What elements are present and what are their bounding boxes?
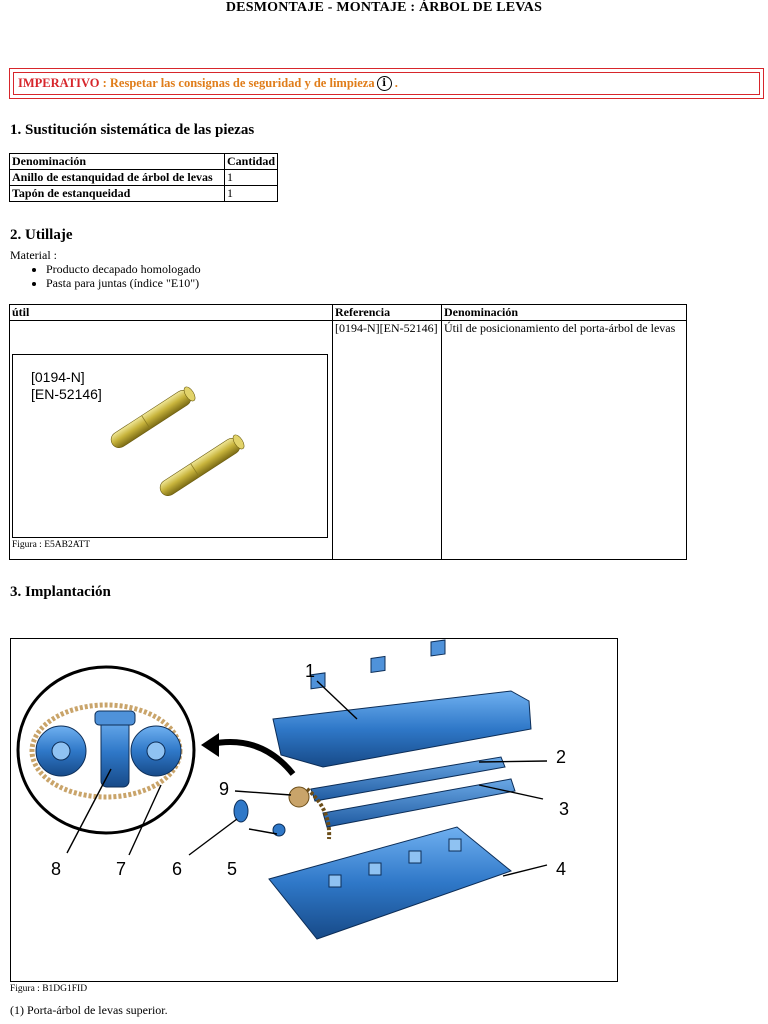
callout-5: 5 <box>227 859 238 879</box>
list-item: • Producto decapado homologado <box>46 262 201 276</box>
callout-7: 7 <box>116 859 127 879</box>
tool-figure <box>12 354 328 538</box>
material-list <box>30 262 201 290</box>
pin-2 <box>157 433 246 499</box>
pin-1 <box>108 385 197 451</box>
imperative-tail: . <box>391 76 398 90</box>
header-cell: Cantidad <box>225 154 278 170</box>
table-header-row <box>10 154 278 170</box>
imperative-notice <box>9 68 764 99</box>
imperative-inner <box>13 72 760 95</box>
section-heading-tools: 2. Utillaje <box>10 227 73 243</box>
implantation-figure <box>10 638 618 982</box>
section-heading-parts: 1. Sustitución sistemática de las piezas <box>10 122 255 138</box>
callout-2: 2 <box>556 747 567 767</box>
callout-1: 1 <box>305 661 316 681</box>
imperative-label: IMPERATIVO <box>18 76 100 90</box>
camshaft-exploded-view <box>11 639 617 981</box>
table-cell: 1 <box>225 186 278 202</box>
header-cell: útil <box>10 305 333 321</box>
header-cell: Denominación <box>10 154 225 170</box>
table-row <box>10 186 278 202</box>
header-cell: Referencia <box>333 305 442 321</box>
table-cell: Anillo de estanquidad de árbol de levas <box>10 170 225 186</box>
info-icon[interactable]: i <box>377 76 392 91</box>
detail-zoom-circle <box>18 667 194 833</box>
callout-3: 3 <box>559 799 570 819</box>
list-item: • Pasta para juntas (índice "E10") <box>46 276 201 290</box>
table-cell: Tapón de estanqueidad <box>10 186 225 202</box>
callout-9: 9 <box>219 779 230 799</box>
table-cell: [0194-N][EN-52146] <box>333 321 442 560</box>
table-cell: Útil de posicionamiento del porta-árbol de levas <box>442 321 687 560</box>
positioning-pins-illustration <box>13 355 327 537</box>
parts-table <box>9 153 278 202</box>
header-cell: Denominación <box>442 305 687 321</box>
callout-4: 4 <box>556 859 567 879</box>
upper-camshaft-carrier <box>273 640 531 767</box>
page-title: DESMONTAJE - MONTAJE : ÁRBOL DE LEVAS <box>225 0 543 15</box>
tool-figure-caption: Figura : E5AB2ATT <box>12 540 91 550</box>
implantation-figure-caption: Figura : B1DG1FID <box>10 984 88 994</box>
table-row <box>10 170 278 186</box>
arrow-head <box>201 733 219 757</box>
tool-label-2: [EN-52146] <box>31 386 102 402</box>
section-heading-layout: 3. Implantación <box>10 584 111 600</box>
lower-camshaft-carrier <box>269 827 511 939</box>
material-label: Material : <box>10 248 57 262</box>
legend-item: (1) Porta-árbol de levas superior. <box>10 1003 168 1017</box>
imperative-separator: : <box>99 76 110 90</box>
tool-label-1: [0194-N] <box>31 369 85 385</box>
table-header-row <box>10 305 687 321</box>
sprocket <box>289 787 309 807</box>
imperative-text: Respetar las consignas de seguridad y de limpieza <box>109 76 375 90</box>
seal-ring <box>234 800 248 822</box>
callout-6: 6 <box>172 859 183 879</box>
callout-8: 8 <box>51 859 62 879</box>
table-cell: 1 <box>225 170 278 186</box>
